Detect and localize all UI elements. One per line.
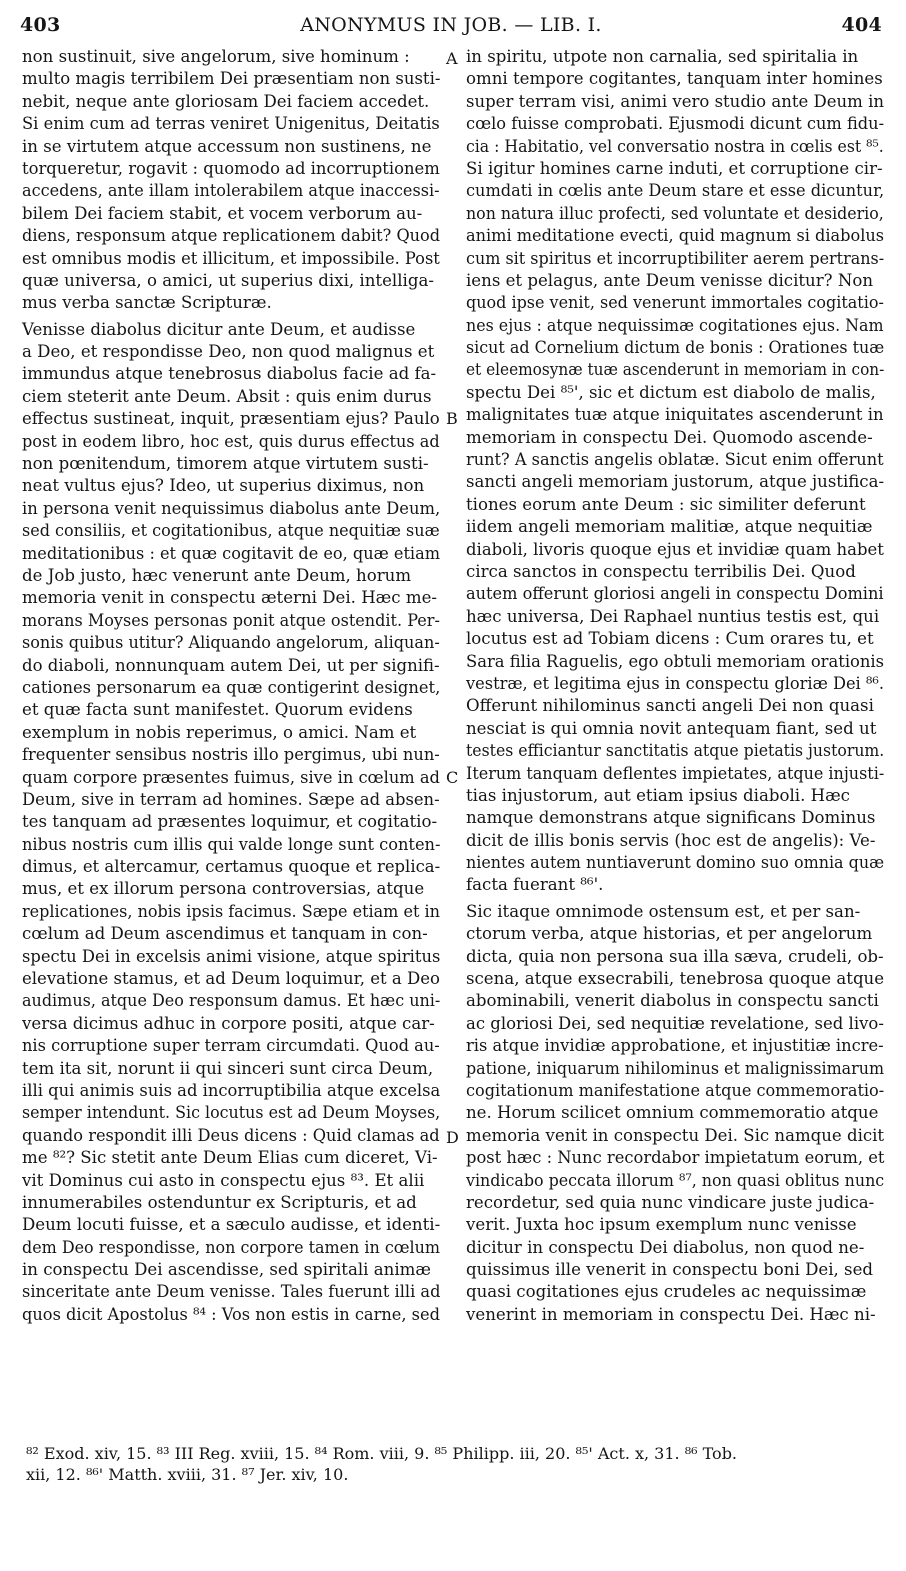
text-line: ctorum verba, atque historias, et per angelorum [466, 924, 873, 944]
text-line: iens et pelagus, ante Deum venisse dicitur? Non [466, 270, 874, 290]
text-line: quam corpore præsentes fuimus, sive in cœlum ad [22, 767, 440, 787]
text-line: malignitates tuæ atque iniquitates ascenderunt in [466, 405, 884, 425]
margin-letter-b: B [446, 409, 458, 428]
text-line: vit Dominus cui asto in conspectu ejus ⁸³. Et alii [22, 1170, 425, 1190]
text-line: tias injustorum, aut etiam ipsius diaboli. Hæc [466, 785, 850, 805]
footnotes [26, 1443, 886, 1485]
text-line: nis corruptione super terram circumdati. Quod au- [22, 1036, 440, 1056]
margin-letter-c: C [446, 768, 459, 787]
text-line: memoriam in conspectu Dei. Quomodo ascende- [466, 427, 873, 447]
text-line: effectus sustineat, inquit, præsentiam ejus? Paulo [22, 409, 440, 429]
text-line: nibus nostris cum illis qui valde longe sunt conten- [22, 834, 441, 854]
text-line: nesciat is qui omnia novit antequam fiant, sed ut [466, 718, 877, 738]
text-line: diens, responsum atque replicationem dabit? Quod [22, 226, 441, 246]
text-line: autem offerunt gloriosi angeli in conspectu Domini [466, 584, 884, 604]
text-line: diaboli, livoris quoque ejus et invidiæ quam habet [466, 539, 884, 559]
text-line: audimus, atque Deo responsum damus. Et hæc uni- [22, 991, 441, 1011]
text-line: recordetur, sed quia nunc vindicare juste judica- [466, 1192, 875, 1212]
text-line: locutus est ad Tobiam dicens : Cum orares tu, et [466, 629, 874, 649]
text-line: in spiritu, utpote non carnalia, sed spiritalia in [466, 47, 859, 66]
right-column [466, 46, 884, 1326]
text-line: Si enim cum ad terras veniret Unigenitus, Deitatis [22, 114, 440, 134]
page-number-right: 404 [841, 14, 882, 36]
text-line: circa sanctos in conspectu terribilis Dei. Quod [466, 561, 856, 581]
text-line: iidem angeli memoriam malitiæ, atque nequitiæ [466, 517, 873, 537]
text-line: innumerabiles ostenduntur ex Scripturis, et ad [22, 1192, 417, 1212]
text-line: replicationes, nobis ipsis facimus. Sæpe etiam et in [22, 901, 440, 921]
text-line: cœlo fuisse comprobati. Ejusmodi dicunt cum fidu- [466, 114, 885, 134]
text-line: dem Deo respondisse, non corpore tamen in cœlum [22, 1237, 441, 1257]
text-line: Sic itaque omnimode ostensum est, et per san- [466, 901, 861, 921]
text-line: Deum, sive in terram ad homines. Sæpe ad absen- [22, 789, 440, 809]
text-line: spectu Dei in excelsis animi visione, atque spiritus [22, 946, 441, 966]
text-line: torqueretur, rogavit : quomodo ad incorruptionem [22, 158, 440, 178]
text-line: vindicabo peccata illorum ⁸⁷, non quasi oblitus nunc [466, 1170, 885, 1190]
text-line: scena, atque exsecrabili, tenebrosa quoque atque [466, 969, 885, 989]
text-line: tem ita sit, norunt ii qui sinceri sunt circa Deum, [22, 1058, 434, 1078]
text-line: cumdati in cœlis ante Deum stare et esse dicuntur, [466, 181, 885, 201]
text-line: quod ipse venit, sed venerunt immortales cogitatio- [466, 293, 884, 313]
text-line: Deum locuti fuisse, et a sæculo audisse, et identi- [22, 1215, 441, 1235]
text-line: patione, iniquarum nihilominus et malignissimarum [466, 1058, 885, 1078]
text-line: nientes autem nuntiaverunt domino suo omnia quæ [466, 853, 885, 873]
text-line: exemplum in nobis reperimus, o amici. Nam et [22, 722, 417, 742]
text-line: multo magis terribilem Dei præsentiam non susti- [22, 69, 441, 89]
text-line: morans Moyses personas ponit atque ostendit. Per- [22, 610, 440, 630]
text-line: cia : Habitatio, vel conversatio nostra in cœlis est ⁸⁵. [466, 136, 884, 156]
text-line: frequenter sensibus nostris illo pergimus, ubi nun- [22, 745, 440, 765]
left-column [22, 46, 442, 1326]
text-line: ciem steterit ante Deum. Absit : quis enim durus [22, 386, 432, 406]
text-line: post in eodem libro, hoc est, quis durus effectus ad [22, 431, 440, 451]
running-header [20, 6, 882, 40]
text-line: Si igitur homines carne induti, et corruptione cir- [466, 158, 883, 178]
text-line: mus verba sanctæ Scripturæ. [22, 293, 272, 313]
text-line: ac gloriosi Dei, sed nequitiæ revelatione, sed livo- [466, 1013, 884, 1033]
text-line: a Deo, et respondisse Deo, non quod malignus et [22, 342, 435, 362]
text-line: dimus, et altercamur, certamus quoque et replica- [22, 857, 441, 877]
text-line: nes ejus : atque nequissimæ cogitationes ejus. Nam [466, 315, 884, 335]
text-line: quasi cogitationes ejus crudeles ac nequissimæ [466, 1282, 867, 1302]
text-line: tes tanquam ad præsentes loquimur, et cogitatio- [22, 812, 438, 832]
text-line: post hæc : Nunc recordabor impietatum eorum, et [466, 1148, 885, 1168]
text-line: non natura illuc profecti, sed voluntate et desiderio, [466, 203, 884, 223]
text-line: Sara filia Raguelis, ego obtuli memoriam orationis [466, 651, 885, 671]
text-line: dicit de illis bonis servis (hoc est de angelis): Ve- [466, 830, 876, 850]
text-line: Offerunt nihilominus sancti angeli Dei non quasi [466, 696, 874, 716]
text-line: testes efficiantur sanctitatis atque pietatis justorum. [466, 741, 885, 761]
text-line: bilem Dei faciem stabit, et vocem verborum au- [22, 203, 423, 223]
text-line: omni tempore cogitantes, tanquam inter homines [466, 69, 883, 89]
text-line: semper intendunt. Sic locutus est ad Deum Moyses, [22, 1103, 441, 1123]
text-line: spectu Dei ⁸⁵', sic et dictum est diabolo de malis, [466, 382, 876, 402]
text-line: verit. Juxta hoc ipsum exemplum nunc venisse [466, 1215, 857, 1235]
text-line: sonis quibus utitur? Aliquando angelorum, aliquan- [22, 633, 440, 653]
margin-letter-a: A [446, 49, 458, 68]
text-line: animi meditatione evecti, quid magnum si diabolus [466, 226, 885, 246]
text-line: non sustinuit, sive angelorum, sive hominum : [22, 47, 410, 66]
text-line: abominabili, venerit diabolus in conspectu sancti [466, 991, 879, 1011]
text-line: do diaboli, nonnunquam autem Dei, ut per signifi- [22, 655, 440, 675]
text-line: et quæ facta sunt manifestet. Quorum evidens [22, 700, 413, 720]
text-line: in se virtutem atque accessum non sustinens, ne [22, 136, 432, 156]
text-line: elevatione stamus, et ad Deum loquimur, et a Deo [22, 969, 440, 989]
text-line: ne. Horum scilicet omnium commemoratio atque [466, 1103, 879, 1123]
text-line: quos dicit Apostolus ⁸⁴ : Vos non estis in carne, sed [22, 1304, 440, 1324]
text-line: cationes personarum ea quæ contigerint designet, [22, 677, 441, 697]
text-line: Iterum tanquam deflentes impietates, atque injusti- [466, 763, 885, 783]
text-line: facta fuerant ⁸⁶'. [466, 875, 604, 895]
text-line: me ⁸²? Sic stetit ante Deum Elias cum diceret, Vi- [22, 1148, 438, 1168]
text-line: sed consiliis, et cogitationibus, atque nequitiæ suæ [22, 521, 440, 541]
text-line: de Job justo, hæc venerunt ante Deum, horum [22, 565, 412, 585]
text-line: super terram visi, animi vero studio ante Deum in [466, 91, 884, 111]
page-number-left: 403 [20, 14, 61, 36]
text-line: tiones eorum ante Deum : sic similiter deferunt [466, 494, 866, 514]
text-line: quissimus ille venerit in conspectu boni Dei, sed [466, 1260, 874, 1280]
text-line: est omnibus modis et illicitum, et impossibile. Post [22, 248, 440, 268]
text-line: in conspectu Dei ascendisse, sed spiritali animæ [22, 1260, 431, 1280]
text-line: hæc universa, Dei Raphael nuntius testis est, qui [466, 606, 880, 626]
text-line: versa dicimus adhuc in corpore positi, atque car- [22, 1013, 435, 1033]
text-line: immundus atque tenebrosus diabolus facie ad fa- [22, 364, 437, 384]
text-line: venerint in memoriam in conspectu Dei. Hæc ni- [466, 1304, 876, 1324]
text-line: mus, et ex illorum persona controversias, atque [22, 879, 425, 899]
text-line: dicitur in conspectu Dei diabolus, non quod ne- [466, 1237, 865, 1257]
text-line: namque demonstrans atque significans Dominus [466, 808, 876, 828]
text-line: memoria venit in conspectu æterni Dei. Hæc me- [22, 588, 438, 608]
text-line: cum sit spiritus et incorruptibiliter aerem pertrans- [466, 248, 885, 268]
text-line: ris atque invidiæ approbatione, et injustitiæ incre- [466, 1036, 884, 1056]
text-line: accedens, ante illam intolerabilem atque inaccessi- [22, 181, 440, 201]
footnote-line: ⁸² Exod. xiv, 15. ⁸³ III Reg. xviii, 15. ⁸⁴ Rom. viii, 9. ⁸⁵ Philipp. iii, 20. ⁸⁵' Act. x, 31. ⁸⁶ Tob. [26, 1444, 738, 1463]
text-line: nebit, neque ante gloriosam Dei faciem accedet. [22, 91, 430, 111]
text-line: sicut ad Cornelium dictum de bonis : Orationes tuæ [466, 338, 885, 358]
text-line: illi qui animis suis ad incorruptibilia atque excelsa [22, 1080, 441, 1100]
text-line: Venisse diabolus dicitur ante Deum, et audisse [22, 319, 416, 339]
text-line: neat vultus ejus? Ideo, ut superius diximus, non [22, 476, 425, 496]
text-line: cogitationum manifestatione atque commemoratio- [466, 1080, 885, 1100]
text-line: vestræ, et legitima ejus in conspectu gloriæ Dei ⁸⁶. [466, 673, 885, 693]
text-line: non pœnitendum, timorem atque virtutem susti- [22, 454, 429, 474]
running-title: ANONYMUS IN JOB. — LIB. I. [300, 14, 602, 36]
text-line: in persona venit nequissimus diabolus ante Deum, [22, 498, 441, 518]
text-line: memoria venit in conspectu Dei. Sic namque dicit [466, 1125, 885, 1145]
footnote-line: xii, 12. ⁸⁶' Matth. xviii, 31. ⁸⁷ Jer. xiv, 10. [26, 1465, 349, 1484]
text-line: sancti angeli memoriam justorum, atque justifica- [466, 472, 885, 492]
text-line: sinceritate ante Deum venisse. Tales fuerunt illi ad [22, 1282, 441, 1302]
text-line: cœlum ad Deum ascendimus et tanquam in con- [22, 924, 428, 944]
text-line: dicta, quia non persona sua illa sæva, crudeli, ob- [466, 946, 884, 966]
text-line: quæ universa, o amici, ut superius dixi, intelliga- [22, 270, 434, 290]
text-line: quando respondit illi Deus dicens : Quid clamas ad [22, 1125, 440, 1145]
text-line: et eleemosynæ tuæ ascenderunt in memoriam in con- [466, 360, 885, 380]
text-line: runt? A sanctis angelis oblatæ. Sicut enim offerunt [466, 450, 884, 470]
margin-letter-d: D [446, 1128, 459, 1147]
text-line: meditationibus : et quæ cogitavit de eo, quæ etiam [22, 543, 440, 563]
